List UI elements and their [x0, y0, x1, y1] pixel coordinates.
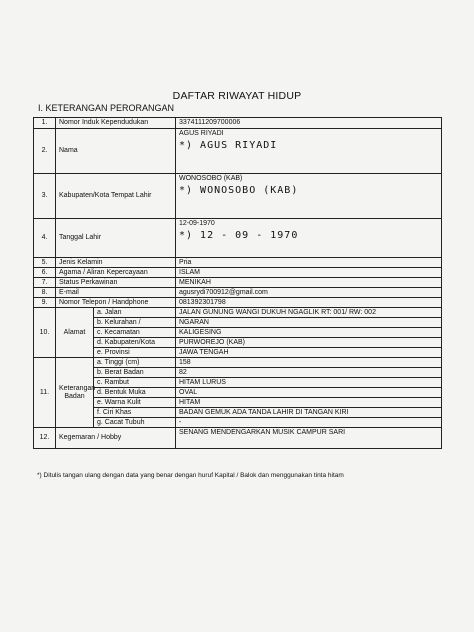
field-label: Nomor Telepon / Handphone [56, 298, 176, 308]
table-row [34, 129, 442, 174]
field-value: 12-09-1970 [179, 220, 215, 227]
row-number: 6. [34, 268, 56, 278]
section-heading: I. KETERANGAN PERORANGAN [38, 103, 175, 113]
field-value: WONOSOBO (KAB) [179, 175, 243, 182]
row-number: 2. [34, 129, 56, 174]
sub-label: c. Rambut [94, 378, 176, 388]
sub-label: g. Cacat Tubuh [94, 418, 176, 428]
personal-data-table [33, 117, 442, 449]
field-value-cell [176, 174, 442, 219]
sub-label: e. Warna Kulit [94, 398, 176, 408]
table-row [34, 398, 442, 408]
field-label: Tanggal Lahir [56, 219, 176, 258]
field-label: Status Perkawinan [56, 278, 176, 288]
field-value: - [176, 418, 442, 428]
table-row [34, 118, 442, 129]
table-row [34, 338, 442, 348]
field-value: JALAN GUNUNG WANGI DUKUH NGAGLIK RT: 001/ RW: 002 [176, 308, 442, 318]
row-number: 7. [34, 278, 56, 288]
sub-label: b. Kelurahan / [94, 318, 176, 328]
table-row [34, 358, 442, 368]
sub-label: d. Kabupaten/Kota [94, 338, 176, 348]
field-value: 82 [176, 368, 442, 378]
table-row [34, 428, 442, 449]
table-row [34, 268, 442, 278]
handwritten-value: *) WONOSOBO (KAB) [179, 185, 299, 197]
field-value: BADAN GEMUK ADA TANDA LAHIR DI TANGAN KIRI [176, 408, 442, 418]
field-label: Kabupaten/Kota Tempat Lahir [56, 174, 176, 219]
handwritten-value: *) AGUS RIYADI [179, 140, 278, 152]
footnote: *) Ditulis tangan ulang dengan data yang benar dengan huruf Kapital / Balok dan menggunakan tinta hitam [37, 472, 344, 479]
row-number: 9. [34, 298, 56, 308]
field-label: Jenis Kelamin [56, 258, 176, 268]
row-number: 12. [34, 428, 56, 449]
table-row [34, 408, 442, 418]
row-number: 8. [34, 288, 56, 298]
row-number: 10. [34, 308, 56, 358]
field-label: Nama [56, 129, 176, 174]
field-value: HITAM LURUS [176, 378, 442, 388]
field-label: E-mail [56, 288, 176, 298]
row-number: 3. [34, 174, 56, 219]
field-label: Agama / Aliran Kepercayaan [56, 268, 176, 278]
sub-label: f. Ciri Khas [94, 408, 176, 418]
field-value-cell [176, 129, 442, 174]
sub-label: c. Kecamatan [94, 328, 176, 338]
field-value: PURWOREJO (KAB) [176, 338, 442, 348]
table-row [34, 318, 442, 328]
group-label: Keterangan Badan [56, 358, 94, 428]
field-value: Pria [176, 258, 442, 268]
field-value-cell [176, 219, 442, 258]
field-value: OVAL [176, 388, 442, 398]
field-label: Kegemaran / Hobby [56, 428, 176, 449]
row-number: 4. [34, 219, 56, 258]
document-title: DAFTAR RIWAYAT HIDUP [172, 90, 302, 102]
sub-label: d. Bentuk Muka [94, 388, 176, 398]
table-row [34, 174, 442, 219]
table-row [34, 348, 442, 358]
group-label: Alamat [56, 308, 94, 358]
table-row [34, 288, 442, 298]
field-value: MENIKAH [176, 278, 442, 288]
table-row [34, 308, 442, 318]
row-number: 5. [34, 258, 56, 268]
field-value: ISLAM [176, 268, 442, 278]
sub-label: a. Jalan [94, 308, 176, 318]
table-row [34, 278, 442, 288]
table-row [34, 298, 442, 308]
field-value: SENANG MENDENGARKAN MUSIK CAMPUR SARI [176, 428, 442, 449]
table-row [34, 368, 442, 378]
field-value: JAWA TENGAH [176, 348, 442, 358]
row-number: 11. [34, 358, 56, 428]
field-value: 3374111209700006 [176, 118, 442, 129]
field-value: 081392301798 [176, 298, 442, 308]
sub-label: b. Berat Badan [94, 368, 176, 378]
table-row [34, 328, 442, 338]
table-row [34, 219, 442, 258]
handwritten-value: *) 12 - 09 - 1970 [179, 230, 299, 242]
row-number: 1. [34, 118, 56, 129]
field-value: agusrydi700912@gmail.com [176, 288, 442, 298]
field-value: AGUS RIYADI [179, 130, 224, 137]
field-label: Nomor Induk Kependudukan [56, 118, 176, 129]
field-value: HITAM [176, 398, 442, 408]
table-row [34, 418, 442, 428]
field-value: KALIGESING [176, 328, 442, 338]
field-value: NGARAN [176, 318, 442, 328]
table-row [34, 258, 442, 268]
sub-label: e. Provinsi [94, 348, 176, 358]
field-value: 158 [176, 358, 442, 368]
sub-label: a. Tinggi (cm) [94, 358, 176, 368]
